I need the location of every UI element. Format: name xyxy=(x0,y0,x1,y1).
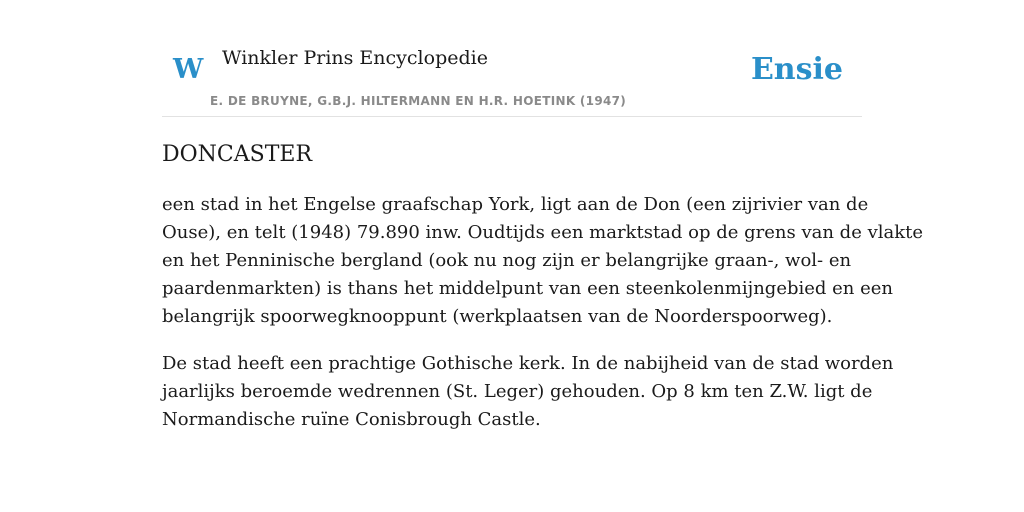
paragraph-line: De stad heeft een prachtige Gothische kerk. In de nabijheid van de stad worden xyxy=(162,353,894,374)
paragraph-line: Normandische ruïne Conisbrough Castle. xyxy=(162,409,541,430)
ensie-logo[interactable]: Ensie xyxy=(750,52,843,87)
source-logo[interactable]: W xyxy=(173,54,204,85)
entry-title: DONCASTER xyxy=(162,142,313,167)
paragraph-line: en het Penninische bergland (ook nu nog zijn er belangrijke graan-, wol- en xyxy=(162,250,852,271)
source-authors: E. DE BRUYNE, G.B.J. HILTERMANN EN H.R. HOETINK (1947) xyxy=(210,94,627,108)
paragraph-line: jaarlijks beroemde wedrennen (St. Leger) gehouden. Op 8 km ten Z.W. ligt de xyxy=(162,381,873,402)
source-title[interactable]: Winkler Prins Encyclopedie xyxy=(222,47,488,69)
paragraph-line: Ouse), en telt (1948) 79.890 inw. Oudtijds een marktstad op de grens van de vlakte xyxy=(162,222,924,243)
paragraph-line: een stad in het Engelse graafschap York, ligt aan de Don (een zijrivier van de xyxy=(162,194,869,215)
entry-content xyxy=(162,138,924,453)
paragraph-line: paardenmarkten) is thans het middelpunt van een steenkolenmijngebied en een xyxy=(162,278,894,299)
paragraph-line: belangrijk spoorwegknooppunt (werkplaatsen van de Noorderspoorweg). xyxy=(162,306,833,327)
source-header xyxy=(162,0,862,117)
entry-paragraph-2 xyxy=(162,350,894,434)
entry-paragraph-1 xyxy=(162,191,924,331)
